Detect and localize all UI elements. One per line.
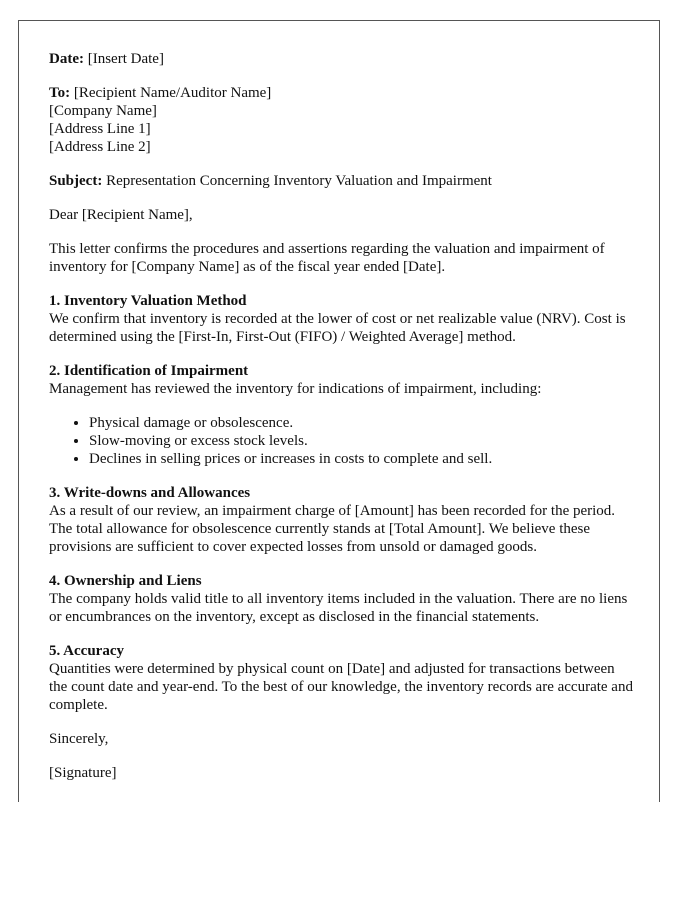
section-heading: 1. Inventory Valuation Method xyxy=(49,293,247,309)
list-item: • Physical damage or obsolescence. xyxy=(89,414,633,432)
section-accuracy xyxy=(49,642,633,714)
subject-line xyxy=(49,172,633,190)
section-body: Quantities were determined by physical count on [Date] and adjusted for transactions between the count date and year-end. To the best of our knowledge, the inventory records are accurate and complete. xyxy=(49,661,633,713)
section-heading: 4. Ownership and Liens xyxy=(49,573,202,589)
subject-label: Subject: xyxy=(49,173,103,189)
recipient-name-line xyxy=(49,84,633,102)
section-impairment xyxy=(49,362,633,468)
section-body: Management has reviewed the inventory for indications of impairment, including: xyxy=(49,381,542,397)
date-label: Date: xyxy=(49,51,84,67)
section-ownership xyxy=(49,572,633,626)
recipient-address-2: [Address Line 2] xyxy=(49,139,151,155)
list-item: • Slow-moving or excess stock levels. xyxy=(89,432,633,450)
impairment-indicator-list xyxy=(49,414,633,468)
letter-page xyxy=(18,20,660,802)
section-body: We confirm that inventory is recorded at the lower of cost or net realizable value (NRV). Cost is determined using the [First-In, First-Out (FIFO) / Weighted Average] method. xyxy=(49,311,626,345)
section-heading: 5. Accuracy xyxy=(49,643,124,659)
section-body: As a result of our review, an impairment charge of [Amount] has been recorded for the period. The total allowance for obsolescence currently stands at [Total Amount]. We believe these provisions are sufficient to cover expected losses from unsold or damaged goods. xyxy=(49,503,616,555)
recipient-company: [Company Name] xyxy=(49,103,157,119)
section-body: The company holds valid title to all inventory items included in the valuation. There are no liens or encumbrances on the inventory, except as disclosed in the financial statements. xyxy=(49,591,628,625)
list-item: • Declines in selling prices or increases in costs to complete and sell. xyxy=(89,450,633,468)
subject-value: Representation Concerning Inventory Valuation and Impairment xyxy=(106,173,492,189)
signature: [Signature] xyxy=(49,765,117,781)
date-value: [Insert Date] xyxy=(87,51,164,67)
recipient-name: [Recipient Name/Auditor Name] xyxy=(73,85,272,101)
to-label: To: xyxy=(49,85,71,101)
section-write-downs xyxy=(49,484,633,556)
recipient-address-1: [Address Line 1] xyxy=(49,121,151,137)
section-heading: 3. Write-downs and Allowances xyxy=(49,485,251,501)
date-line xyxy=(49,50,633,68)
recipient-block xyxy=(49,84,633,156)
salutation: Dear [Recipient Name], xyxy=(49,207,193,223)
section-valuation-method xyxy=(49,292,633,346)
section-heading: 2. Identification of Impairment xyxy=(49,363,249,379)
closing: Sincerely, xyxy=(49,731,109,747)
intro-paragraph: This letter confirms the procedures and assertions regarding the valuation and impairment of inventory for [Company Name] as of the fiscal year ended [Date]. xyxy=(49,241,605,275)
letter-content xyxy=(49,50,633,782)
